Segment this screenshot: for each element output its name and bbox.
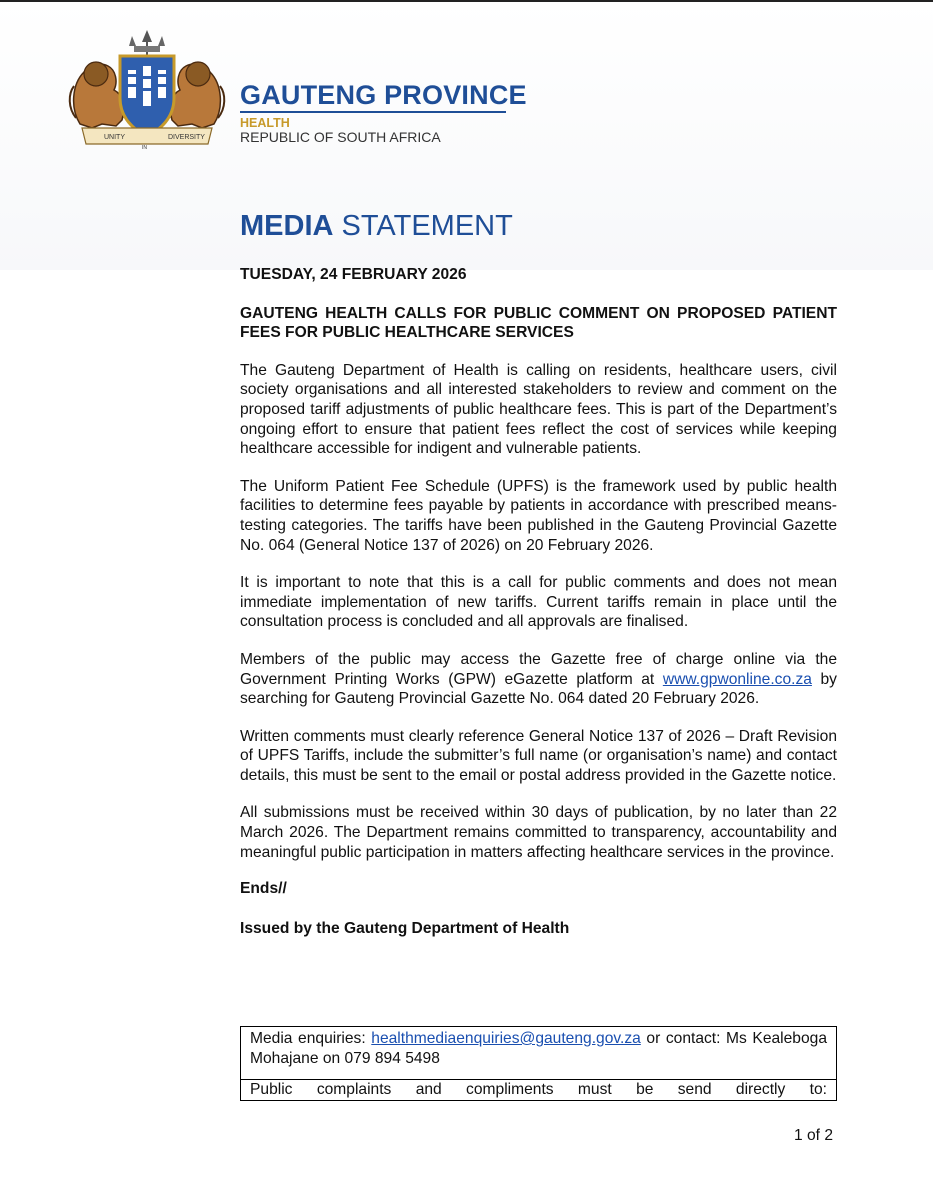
paragraph-1: The Gauteng Department of Health is calling on residents, healthcare users, civil society organisations and all interested stakeholders to review and comment on the proposed tariff adjustments of public healthcare fees. This is part of the Department’s ongoing effort to ensure that patient fees reflect the cost of services while keeping healthcare accessible for indigent and vulnerable patients. <box>240 361 837 458</box>
media-contact-text: or contact: Ms Kealeboga Mohajane on 079 894 5498 <box>250 1030 827 1067</box>
coat-of-arms-icon <box>62 28 232 152</box>
svg-text:IN: IN <box>142 145 147 151</box>
document-title <box>240 210 513 243</box>
complaints-row <box>241 1080 837 1101</box>
paragraph-4 <box>240 650 837 709</box>
department-name: HEALTH <box>240 116 290 130</box>
statement-date: TUESDAY, 24 FEBRUARY 2026 <box>240 266 467 283</box>
ends-marker: Ends// <box>240 880 287 898</box>
media-enquiries-row <box>241 1027 837 1080</box>
statement-body <box>240 265 837 938</box>
media-enquiries-cell <box>241 1027 837 1080</box>
org-name: GAUTENG PROVINCE <box>240 80 527 110</box>
paragraph-2: The Uniform Patient Fee Schedule (UPFS) is the framework used by public health facilities to determine fees payable by patients in accordance with prescribed means-testing categories. The tariffs have been published in the Gauteng Provincial Gazette No. 064 (General Notice 137 of 2026) on 20 February 2026. <box>240 477 837 554</box>
media-email-link[interactable]: healthmediaenquiries@gauteng.gov.za <box>371 1030 641 1047</box>
org-name-underline <box>240 111 506 113</box>
complaints-text: Public complaints and compliments must be send directly to: <box>250 1081 827 1098</box>
media-enquiries-label: Media enquiries: <box>250 1030 372 1047</box>
statement-headline: GAUTENG HEALTH CALLS FOR PUBLIC COMMENT ON PROPOSED PATIENT FEES FOR PUBLIC HEALTHCARE SERVICES <box>240 304 837 342</box>
issued-by: Issued by the Gauteng Department of Health <box>240 919 570 937</box>
paragraph-4-text-b: by searching for Gauteng Provincial Gazette No. 064 dated 20 February 2026. <box>240 670 837 708</box>
paragraph-5: Written comments must clearly reference General Notice 137 of 2026 – Draft Revision of UPFS Tariffs, include the submitter’s full name (or organisation’s name) and contact details, this must be sent to the email or postal address provided in the Gazette notice. <box>240 727 837 784</box>
gpwonline-link[interactable]: www.gpwonline.co.za <box>662 670 812 688</box>
paragraph-6: All submissions must be received within 30 days of publication, by no later than 22 March 2026. The Department remains committed to transparency, accountability and meaningful public participation in matters affecting healthcare services in the province. <box>240 804 837 861</box>
svg-text:UNITY: UNITY <box>104 134 125 141</box>
country-name: REPUBLIC OF SOUTH AFRICA <box>240 129 441 145</box>
paragraph-3: It is important to note that this is a call for public comments and does not mean immediate implementation of new tariffs. Current tariffs remain in place until the consultation process is concluded and all approvals are finalised. <box>240 574 837 631</box>
paragraph-4-text-a: Members of the public may access the Gazette free of charge online via the Government Printing Works (GPW) eGazette platform at <box>240 650 837 688</box>
enquiries-table <box>240 1026 837 1101</box>
svg-text:DIVERSITY: DIVERSITY <box>168 134 205 141</box>
document-title-bold: MEDIA <box>240 210 334 242</box>
complaints-cell <box>241 1080 837 1101</box>
page-number: 1 of 2 <box>794 1127 834 1144</box>
top-border <box>0 0 933 2</box>
document-title-light: STATEMENT <box>333 210 513 242</box>
